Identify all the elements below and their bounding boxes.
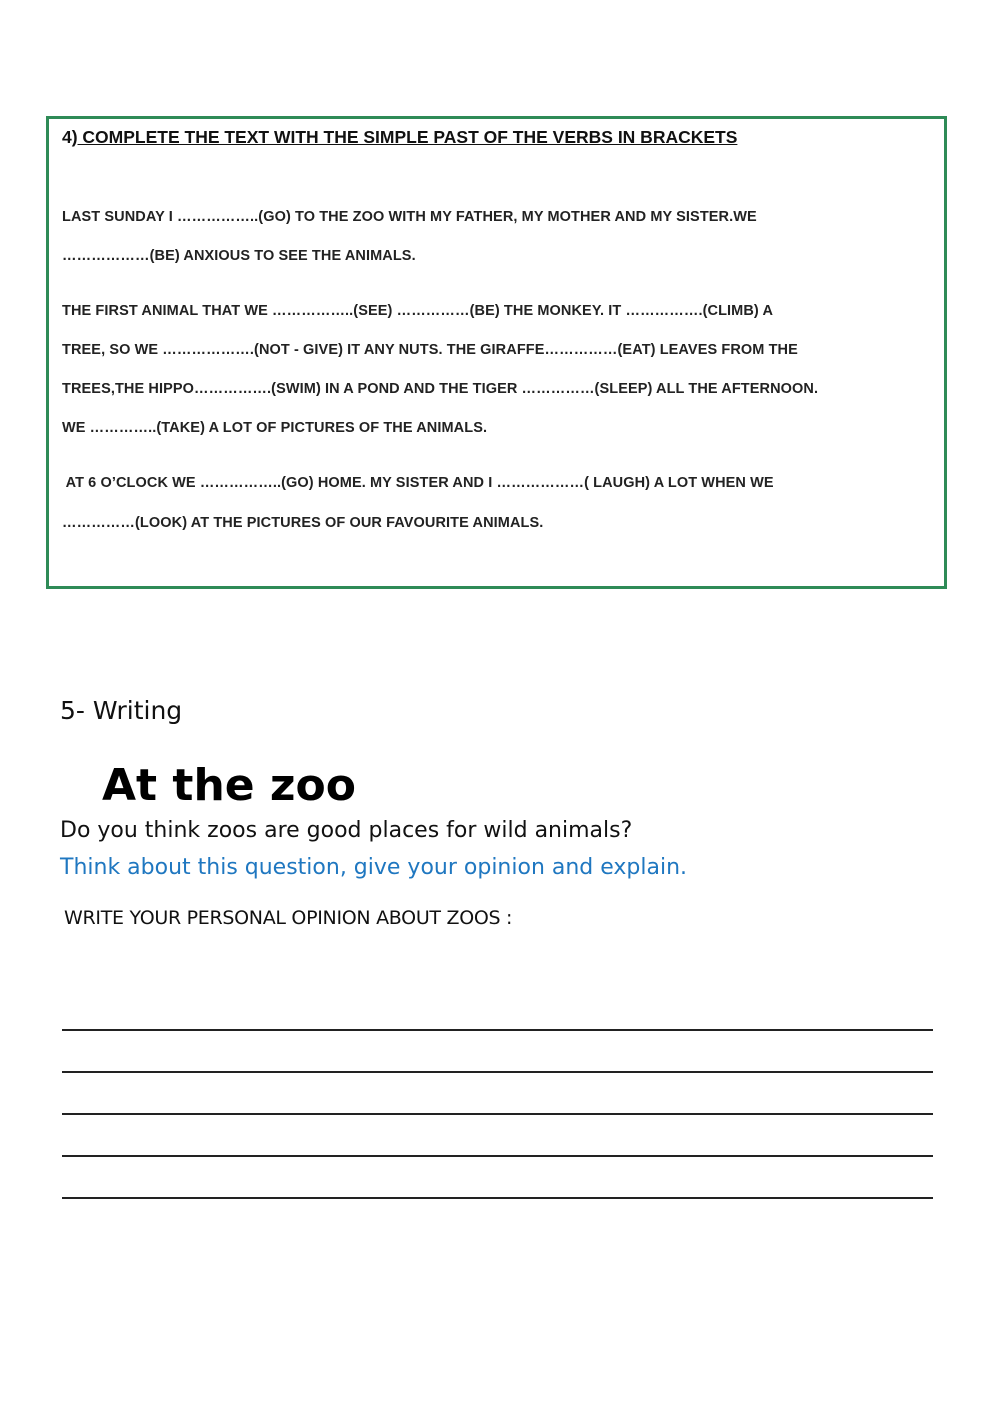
exercise-title: [62, 127, 737, 148]
answer-line[interactable]: [62, 1155, 933, 1157]
answer-line[interactable]: [62, 1197, 933, 1199]
exercise-line-7: AT 6 O’CLOCK WE ……………..(GO) HOME. MY SISTER AND I ………………( LAUGH) A LOT WHEN WE: [62, 475, 774, 491]
writing-instruction: Think about this question, give your opinion and explain.: [60, 855, 688, 880]
section-heading: 5- Writing: [60, 696, 183, 725]
writing-title: At the zoo: [102, 760, 356, 811]
exercise-box: [46, 116, 947, 589]
exercise-line-6: WE …………..(TAKE) A LOT OF PICTURES OF THE ANIMALS.: [62, 420, 488, 436]
exercise-line-5: TREES,THE HIPPO…………….(SWIM) IN A POND AND THE TIGER ……………(SLEEP) ALL THE AFTERNOON.: [62, 381, 819, 397]
exercise-line-3: THE FIRST ANIMAL THAT WE ……………..(SEE) ……………(BE) THE MONKEY. IT …………….(CLIMB) A: [62, 303, 774, 319]
answer-line[interactable]: [62, 1071, 933, 1073]
writing-question: Do you think zoos are good places for wild animals?: [60, 818, 633, 843]
exercise-line-4: TREE, SO WE ……………….(NOT - GIVE) IT ANY NUTS. THE GIRAFFE……………(EAT) LEAVES FROM THE: [62, 342, 798, 358]
exercise-line-8: ……………(LOOK) AT THE PICTURES OF OUR FAVOURITE ANIMALS.: [62, 515, 544, 531]
exercise-instruction: ) COMPLETE THE TEXT WITH THE SIMPLE PAST OF THE VERBS IN BRACKETS: [71, 127, 738, 147]
exercise-number: 4: [62, 127, 72, 147]
answer-line[interactable]: [62, 1113, 933, 1115]
exercise-line-1: LAST SUNDAY I ……………..(GO) TO THE ZOO WITH MY FATHER, MY MOTHER AND MY SISTER.WE: [62, 209, 757, 225]
writing-prompt: WRITE YOUR PERSONAL OPINION ABOUT ZOOS :: [64, 907, 513, 929]
answer-line[interactable]: [62, 1029, 933, 1031]
exercise-line-2: ………………(BE) ANXIOUS TO SEE THE ANIMALS.: [62, 248, 416, 264]
